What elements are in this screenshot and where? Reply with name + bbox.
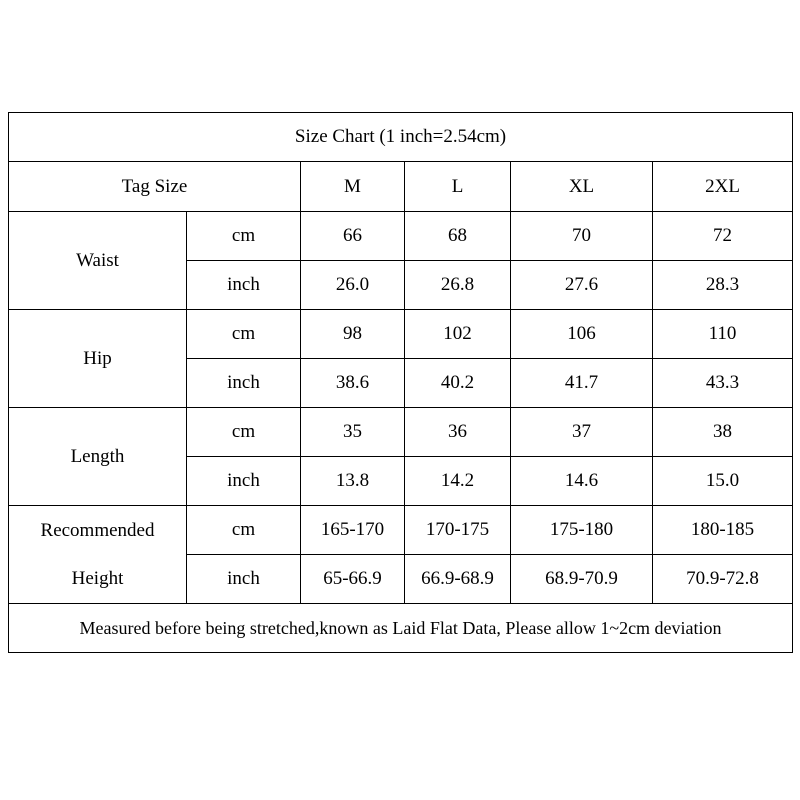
value-cell: 110 — [653, 310, 793, 359]
measurement-note: Measured before being stretched,known as Laid Flat Data, Please allow 1~2cm deviation — [9, 604, 793, 653]
value-cell: 37 — [511, 408, 653, 457]
value-cell: 65-66.9 — [301, 555, 405, 604]
value-cell: 14.6 — [511, 457, 653, 506]
value-cell: 36 — [405, 408, 511, 457]
value-cell: 180-185 — [653, 506, 793, 555]
value-cell: 72 — [653, 212, 793, 261]
value-cell: 70.9-72.8 — [653, 555, 793, 604]
header-row — [9, 162, 793, 212]
unit-cell: inch — [187, 359, 301, 408]
value-cell: 98 — [301, 310, 405, 359]
value-cell: 15.0 — [653, 457, 793, 506]
unit-cell: cm — [187, 506, 301, 555]
waist-cm-row — [9, 212, 793, 261]
value-cell: 170-175 — [405, 506, 511, 555]
unit-cell: cm — [187, 212, 301, 261]
value-cell: 38.6 — [301, 359, 405, 408]
waist-label: Waist — [9, 212, 187, 310]
value-cell: 66 — [301, 212, 405, 261]
value-cell: 70 — [511, 212, 653, 261]
size-header-m: M — [301, 162, 405, 212]
value-cell: 68 — [405, 212, 511, 261]
unit-cell: cm — [187, 310, 301, 359]
value-cell: 35 — [301, 408, 405, 457]
hip-label: Hip — [9, 310, 187, 408]
height-cm-row — [9, 506, 793, 555]
value-cell: 13.8 — [301, 457, 405, 506]
unit-cell: inch — [187, 555, 301, 604]
value-cell: 106 — [511, 310, 653, 359]
value-cell: 102 — [405, 310, 511, 359]
size-header-2xl: 2XL — [653, 162, 793, 212]
size-header-xl: XL — [511, 162, 653, 212]
value-cell: 68.9-70.9 — [511, 555, 653, 604]
value-cell: 40.2 — [405, 359, 511, 408]
note-row — [9, 604, 793, 653]
value-cell: 43.3 — [653, 359, 793, 408]
value-cell: 26.0 — [301, 261, 405, 310]
title-row — [9, 113, 793, 162]
recommended-height-label-top: Recommended — [9, 506, 187, 555]
unit-cell: inch — [187, 261, 301, 310]
recommended-height-label-bottom: Height — [9, 555, 187, 604]
value-cell: 165-170 — [301, 506, 405, 555]
size-header-l: L — [405, 162, 511, 212]
unit-cell: inch — [187, 457, 301, 506]
value-cell: 175-180 — [511, 506, 653, 555]
hip-cm-row — [9, 310, 793, 359]
value-cell: 27.6 — [511, 261, 653, 310]
length-cm-row — [9, 408, 793, 457]
size-chart-table — [8, 112, 793, 653]
length-label: Length — [9, 408, 187, 506]
value-cell: 41.7 — [511, 359, 653, 408]
chart-title: Size Chart (1 inch=2.54cm) — [9, 113, 793, 162]
unit-cell: cm — [187, 408, 301, 457]
value-cell: 38 — [653, 408, 793, 457]
value-cell: 28.3 — [653, 261, 793, 310]
value-cell: 26.8 — [405, 261, 511, 310]
height-inch-row — [9, 555, 793, 604]
value-cell: 66.9-68.9 — [405, 555, 511, 604]
value-cell: 14.2 — [405, 457, 511, 506]
tag-size-label: Tag Size — [9, 162, 301, 212]
